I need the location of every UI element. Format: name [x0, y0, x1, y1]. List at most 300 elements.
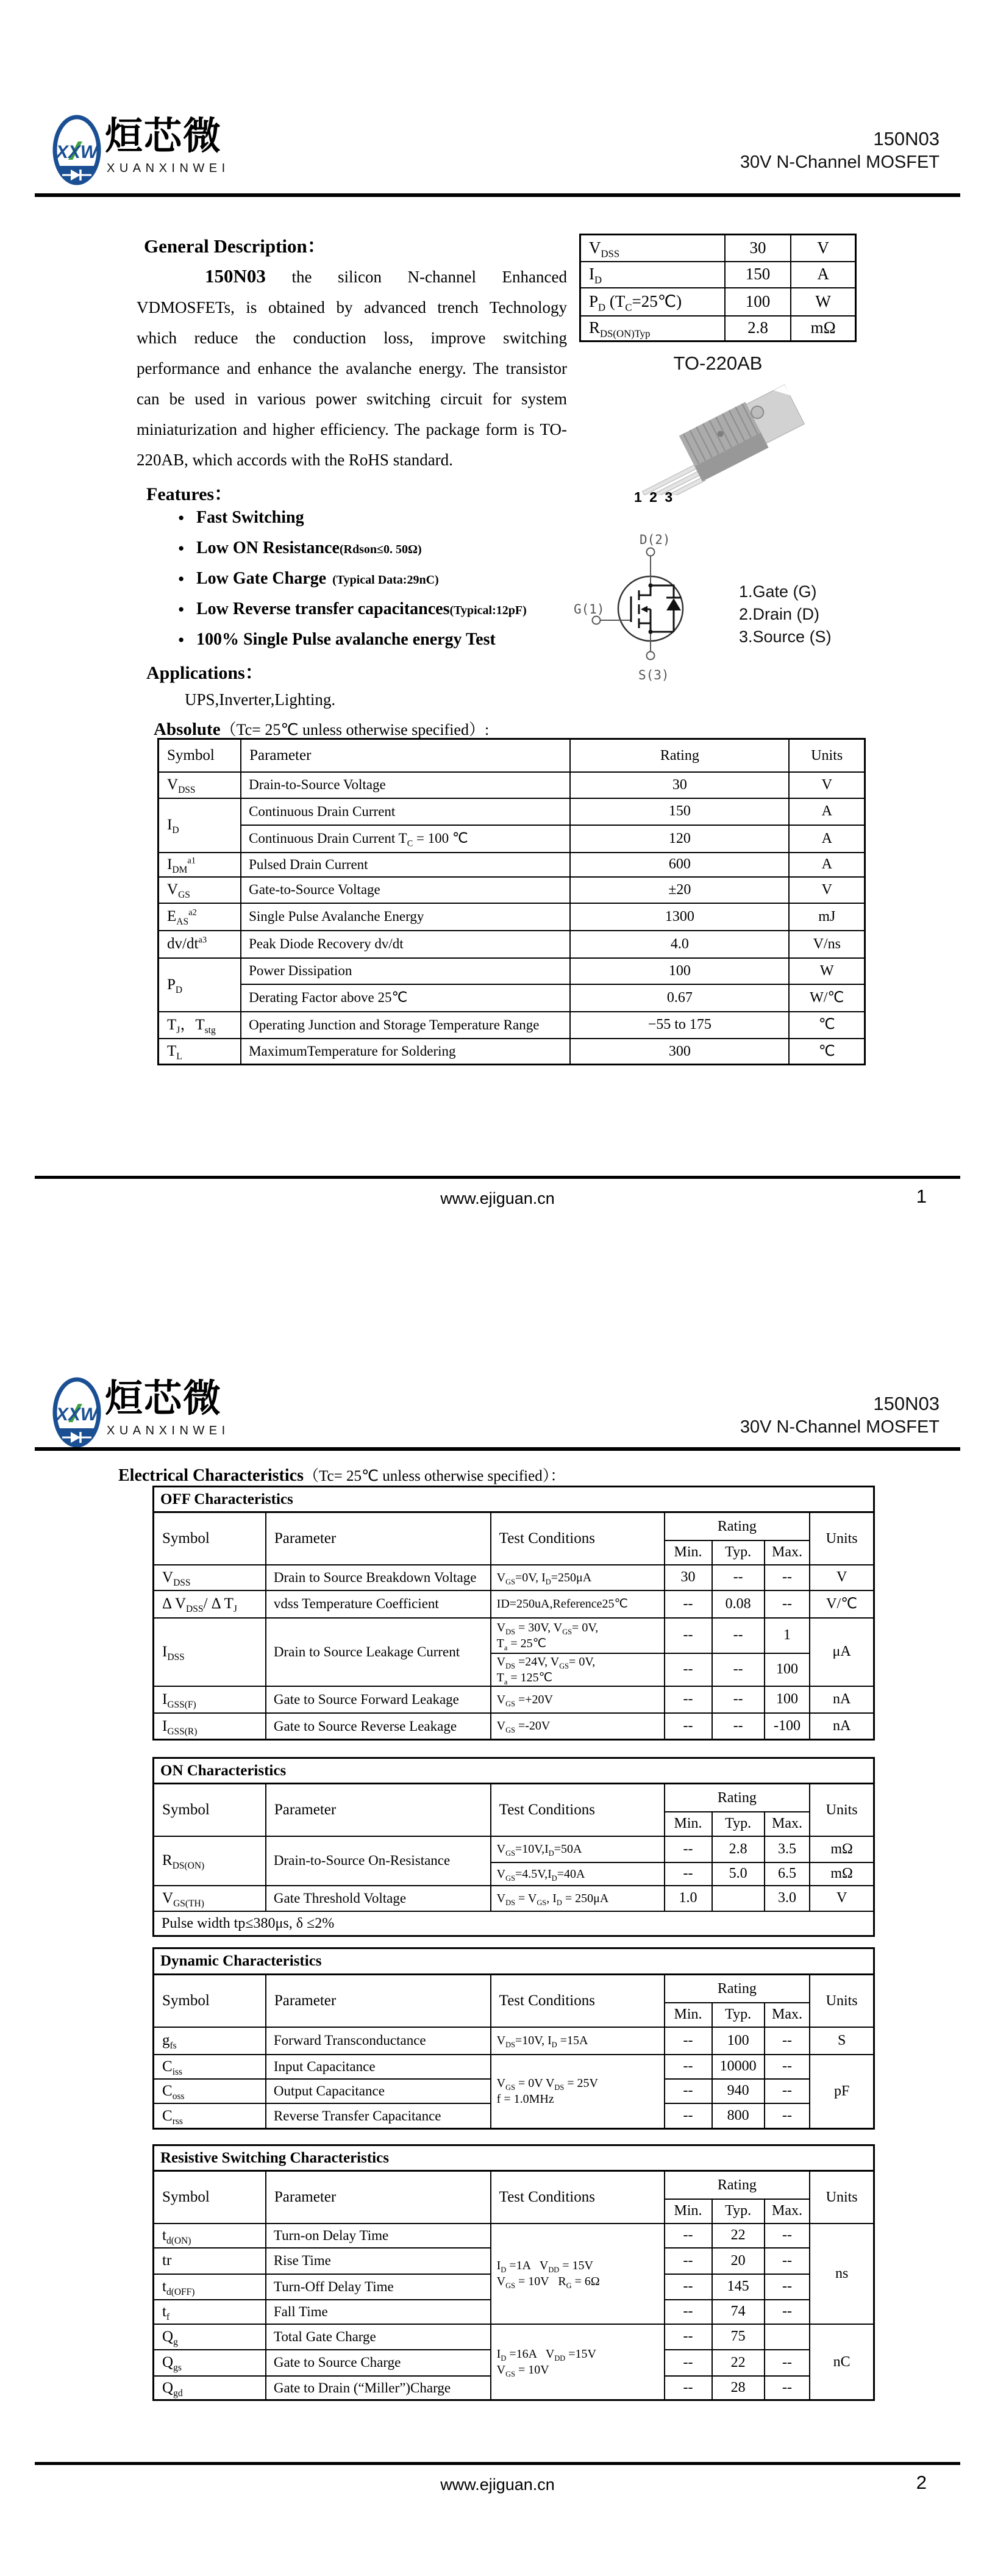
table-row	[154, 1713, 874, 1740]
table-cell: --	[665, 2103, 712, 2129]
table-row	[580, 262, 856, 288]
table-cell: W/℃	[789, 984, 865, 1012]
package-image	[628, 379, 811, 498]
table-cell: 0.08	[712, 1590, 765, 1618]
off-characteristics-table	[152, 1486, 875, 1741]
table-cell: --	[665, 2248, 712, 2274]
table-cell: --	[712, 1653, 765, 1686]
table-cell: mJ	[789, 903, 865, 931]
feature-text: Low Gate Charge	[196, 569, 327, 588]
table-cell: $I_D$	[580, 262, 725, 288]
table-row	[159, 772, 865, 798]
table-cell: $R_{DS(ON)}$	[154, 1836, 266, 1886]
table-cell: 30	[725, 235, 791, 262]
table-cell: --	[765, 2376, 810, 2400]
table-row	[154, 1618, 874, 1653]
table-cell: mΩ	[810, 1836, 874, 1862]
table-cell: $V_{GS}$	[159, 877, 241, 903]
page-number: 2	[916, 2472, 927, 2493]
table-cell: ID=250uA,Reference25℃	[491, 1590, 665, 1618]
off-characteristics-grid	[152, 1486, 875, 1741]
table-cell: --	[665, 2376, 712, 2400]
header-rule	[35, 1447, 960, 1451]
table-cell: $t_{d(ON)}$	[154, 2224, 266, 2248]
table-cell: Max.	[765, 1812, 810, 1836]
table-cell: Max.	[765, 2199, 810, 2224]
company-logo	[52, 113, 101, 191]
table-cell: $T_L$	[159, 1039, 241, 1065]
table-cell: --	[665, 1686, 712, 1713]
table-cell: --	[765, 2079, 810, 2103]
bullet-icon: ●	[178, 573, 185, 584]
bullet-icon: ●	[178, 512, 185, 523]
table-row	[159, 825, 865, 853]
table-row	[154, 2171, 874, 2199]
table-cell: 100	[765, 1653, 810, 1686]
absolute-heading-bold: Absolute	[154, 720, 221, 739]
table-cell: S	[810, 2027, 874, 2055]
table-cell: Power Dissipation	[241, 958, 570, 984]
table-cell: Rating	[665, 2171, 810, 2199]
drain-label: D(2)	[640, 532, 671, 547]
electrical-heading	[118, 1464, 565, 1486]
table-cell: Rise Time	[266, 2248, 491, 2274]
table-row	[580, 316, 856, 342]
table-cell: $g_{fs}$	[154, 2027, 266, 2055]
table-cell: 145	[712, 2274, 765, 2300]
table-cell: --	[765, 2248, 810, 2274]
table-cell: 120	[570, 825, 789, 853]
table-cell: $C_{oss}$	[154, 2079, 266, 2103]
table-cell: ns	[810, 2224, 874, 2324]
table-cell: Parameter	[266, 1784, 491, 1836]
table-cell: Forward Transconductance	[266, 2027, 491, 2055]
table-cell: --	[712, 1618, 765, 1653]
absolute-ratings-table-grid	[157, 738, 866, 1065]
table-row	[154, 1686, 874, 1713]
absolute-heading-rest: （Tc= 25℃ unless otherwise specified）:	[220, 721, 490, 739]
table-cell: Units	[789, 739, 865, 772]
table-cell: Rating	[665, 1975, 810, 2003]
table-cell: Operating Junction and Storage Temperature Range	[241, 1012, 570, 1039]
table-cell: --	[665, 1713, 712, 1740]
pin-list-item: 3.Source (S)	[739, 628, 832, 646]
table-cell: Single Pulse Avalanche Energy	[241, 903, 570, 931]
table-row	[159, 853, 865, 877]
table-cell: --	[665, 2224, 712, 2248]
svg-text:XXW: XXW	[55, 142, 98, 162]
table-cell: Continuous Drain Current $T_C = 100$ ℃	[241, 825, 570, 853]
resistive-switching-table	[152, 2144, 875, 2401]
feature-note: (Typical:12pF)	[449, 604, 527, 617]
table-cell: Min.	[665, 1812, 712, 1836]
table-row	[154, 2145, 874, 2171]
table-cell: $V_{DSS}$	[580, 235, 725, 262]
table-cell: 940	[712, 2079, 765, 2103]
table-cell: nA	[810, 1686, 874, 1713]
table-cell: -100	[765, 1713, 810, 1740]
table-cell: pF	[810, 2055, 874, 2129]
table-cell: 3.0	[765, 1886, 810, 1911]
general-description-paragraph	[137, 261, 567, 475]
table-cell: Total Gate Charge	[266, 2324, 491, 2350]
table-cell: 150	[570, 798, 789, 825]
table-row	[159, 958, 865, 984]
table-cell: --	[765, 1590, 810, 1618]
table-cell: --	[665, 2324, 712, 2350]
table-cell: V/℃	[810, 1590, 874, 1618]
table-cell: Units	[810, 1512, 874, 1565]
part-number-inline: 150N03	[205, 265, 266, 287]
table-cell: V/ns	[789, 931, 865, 958]
table-cell: 28	[712, 2376, 765, 2400]
table-cell: mΩ	[791, 316, 855, 342]
table-cell: Min.	[665, 2003, 712, 2027]
table-cell: Rating	[665, 1512, 810, 1540]
summary-ratings-table	[579, 234, 857, 342]
table-cell: --	[665, 1590, 712, 1618]
table-cell: Peak Diode Recovery dv/dt	[241, 931, 570, 958]
table-cell: W	[789, 958, 865, 984]
table-row	[154, 1784, 874, 1812]
table-cell: --	[765, 2055, 810, 2079]
feature-text: Low ON Resistance	[196, 538, 340, 557]
table-cell: --	[665, 2079, 712, 2103]
brand-name-en: XUANXINWEI	[107, 1424, 230, 1437]
to220-package-icon	[628, 379, 811, 495]
table-cell: $I_{DSS}$	[154, 1618, 266, 1686]
part-header	[740, 127, 940, 174]
table-cell: $V_{DSS}$	[154, 1565, 266, 1590]
table-cell: μA	[810, 1618, 874, 1686]
table-row	[154, 1565, 874, 1590]
table-cell: --	[665, 2350, 712, 2376]
bullet-icon: ●	[178, 603, 185, 615]
table-cell: ℃	[789, 1012, 865, 1039]
table-cell: Drain to Source Leakage Current	[266, 1618, 491, 1686]
table-row	[154, 2055, 874, 2079]
table-cell: tr	[154, 2248, 266, 2274]
table-row	[159, 798, 865, 825]
table-cell: 800	[712, 2103, 765, 2129]
table-cell: --	[765, 2027, 810, 2055]
table-row	[154, 1758, 874, 1784]
table-cell: $Q_{gs}$	[154, 2350, 266, 2376]
feature-item	[178, 508, 527, 538]
dynamic-characteristics-table	[152, 1947, 875, 2130]
table-row	[580, 288, 856, 316]
table-cell: Test Conditions	[491, 1784, 665, 1836]
table-cell: $R_{DS(ON)Typ}$	[580, 316, 725, 342]
table-cell: Typ.	[712, 1540, 765, 1565]
table-cell: 74	[712, 2300, 765, 2324]
electrical-heading-rest: （Tc= 25℃ unless otherwise specified）：	[303, 1468, 566, 1484]
resistive-switching-grid	[152, 2144, 875, 2401]
table-cell: --	[665, 1653, 712, 1686]
table-cell: $V_{GS}=10V,I_D=50A$	[491, 1836, 665, 1862]
pin-list-item: 2.Drain (D)	[739, 605, 820, 623]
table-cell: Symbol	[154, 1512, 266, 1565]
table-cell: 2.8	[712, 1836, 765, 1862]
part-subtitle: 30V N-Channel MOSFET	[740, 152, 940, 172]
bullet-icon: ●	[178, 634, 185, 645]
feature-text: Low Reverse transfer capacitances	[196, 599, 450, 618]
table-cell: V	[810, 1565, 874, 1590]
table-cell: 10000	[712, 2055, 765, 2079]
part-header	[740, 1392, 940, 1439]
table-cell: 100	[570, 958, 789, 984]
table-cell: Units	[810, 1975, 874, 2027]
table-cell: $I_D =16A$ $V_{DD} =15V$ $V_{GS} = 10V$	[491, 2324, 665, 2400]
table-cell: $V_{GS(TH)}$	[154, 1886, 266, 1911]
table-cell: --	[765, 2300, 810, 2324]
table-cell: W	[791, 288, 855, 316]
dynamic-characteristics-grid	[152, 1947, 875, 2130]
table-cell: vdss Temperature Coefficient	[266, 1590, 491, 1618]
table-cell: Resistive Switching Characteristics	[154, 2145, 874, 2171]
table-cell: $Q_g$	[154, 2324, 266, 2350]
table-row	[154, 1975, 874, 2003]
table-cell: OFF Characteristics	[154, 1487, 874, 1512]
table-cell: --	[665, 2300, 712, 2324]
feature-item	[178, 599, 527, 630]
table-cell: $V_{DS}=10V$, $I_D =15A$	[491, 2027, 665, 2055]
table-cell: Reverse Transfer Capacitance	[266, 2103, 491, 2129]
table-cell	[712, 1886, 765, 1911]
table-cell: --	[765, 2350, 810, 2376]
pin-name-list	[739, 581, 832, 648]
company-logo	[52, 1376, 101, 1453]
table-cell: $E_{AS}^{a2}$	[159, 903, 241, 931]
table-cell: V	[810, 1886, 874, 1911]
table-cell: A	[789, 853, 865, 877]
table-cell: $V_{GS} =-20V$	[491, 1713, 665, 1740]
table-cell: $V_{GS}=0V$, $I_D=250\mu A$	[491, 1565, 665, 1590]
table-cell: Units	[810, 1784, 874, 1836]
logo-icon	[52, 1376, 101, 1450]
features-list	[178, 508, 527, 660]
absolute-ratings-table	[157, 738, 866, 1065]
table-cell: Turn-Off Delay Time	[266, 2274, 491, 2300]
table-cell: --	[765, 2103, 810, 2129]
table-cell: 100	[765, 1686, 810, 1713]
table-cell: Parameter	[241, 739, 570, 772]
table-cell: V	[789, 877, 865, 903]
table-cell: ℃	[789, 1039, 865, 1065]
table-row	[159, 1012, 865, 1039]
table-cell: $C_{iss}$	[154, 2055, 266, 2079]
feature-item	[178, 569, 527, 599]
table-cell: $V_{GS}=4.5V,I_D=40A$	[491, 1862, 665, 1886]
table-cell: Rating	[570, 739, 789, 772]
table-cell: --	[712, 1713, 765, 1740]
applications-heading: Applications：	[146, 663, 263, 683]
table-cell: --	[665, 1836, 712, 1862]
table-cell: Gate-to-Source Voltage	[241, 877, 570, 903]
table-cell: Parameter	[266, 2171, 491, 2224]
table-cell: Derating Factor above 25℃	[241, 984, 570, 1012]
table-cell: V	[789, 772, 865, 798]
table-cell: $I_{DM}^{a1}$	[159, 853, 241, 877]
table-cell: 600	[570, 853, 789, 877]
table-row	[154, 1836, 874, 1862]
table-cell: Min.	[665, 2199, 712, 2224]
footer-website: www.ejiguan.cn	[440, 1189, 555, 1208]
package-title: TO-220AB	[673, 352, 763, 374]
pin-list-item: 1.Gate (G)	[739, 582, 817, 601]
table-cell: Fall Time	[266, 2300, 491, 2324]
general-description-heading: General Description：	[144, 235, 326, 257]
table-cell: Parameter	[266, 1975, 491, 2027]
table-row	[159, 931, 865, 958]
feature-item	[178, 630, 527, 660]
bullet-icon: ●	[178, 542, 185, 554]
table-cell: --	[665, 1618, 712, 1653]
table-cell: −55 to 175	[570, 1012, 789, 1039]
feature-note: (Typical Data:29nC)	[326, 573, 439, 587]
table-cell: ±20	[570, 877, 789, 903]
table-cell: $V_{DS} =24V$, $V_{GS}= 0V$, $T_a$ = 125℃	[491, 1653, 665, 1686]
table-row	[154, 2027, 874, 2055]
feature-note: (Rdson≤0. 50Ω)	[339, 543, 422, 556]
svg-text:XXW: XXW	[55, 1404, 98, 1425]
table-row	[154, 2224, 874, 2248]
table-cell: Min.	[665, 1540, 712, 1565]
table-cell: $P_D$ $(T_C=25℃)$	[580, 288, 725, 316]
table-cell: A	[789, 798, 865, 825]
table-row	[159, 1039, 865, 1065]
footer-rule	[35, 2462, 960, 2465]
feature-text: Fast Switching	[196, 508, 304, 527]
table-cell: Drain to Source Breakdown Voltage	[266, 1565, 491, 1590]
table-cell: $I_{GSS(F)}$	[154, 1686, 266, 1713]
on-characteristics-grid	[152, 1757, 875, 1937]
feature-text: 100% Single Pulse avalanche energy Test	[196, 630, 496, 649]
header-rule	[35, 193, 960, 197]
brand-name-cn: 烜芯微	[105, 113, 223, 158]
table-cell: --	[765, 2274, 810, 2300]
table-cell: $I_D$	[159, 798, 241, 853]
table-cell: Gate Threshold Voltage	[266, 1886, 491, 1911]
table-cell: 20	[712, 2248, 765, 2274]
table-cell: Parameter	[266, 1512, 491, 1565]
part-number: 150N03	[873, 1393, 940, 1414]
logo-icon	[52, 113, 101, 188]
table-cell: 6.5	[765, 1862, 810, 1886]
table-cell: Input Capacitance	[266, 2055, 491, 2079]
table-cell: --	[712, 1686, 765, 1713]
table-cell: Typ.	[712, 2199, 765, 2224]
table-cell: 22	[712, 2350, 765, 2376]
table-cell: $V_{GS} =+20V$	[491, 1686, 665, 1713]
table-cell: Gate to Source Forward Leakage	[266, 1686, 491, 1713]
table-cell: $dv/dt^{a3}$	[159, 931, 241, 958]
table-cell: Gate to Drain (“Miller”)Charge	[266, 2376, 491, 2400]
feature-item	[178, 538, 527, 569]
package-pin-numbers: 1 2 3	[634, 489, 675, 505]
table-cell: 1300	[570, 903, 789, 931]
table-cell: 75	[712, 2324, 765, 2350]
table-cell: 4.0	[570, 931, 789, 958]
table-row	[154, 1487, 874, 1512]
table-row	[154, 1512, 874, 1540]
brand-name-cn: 烜芯微	[105, 1376, 223, 1420]
table-cell: Drain-to-Source On-Resistance	[266, 1836, 491, 1886]
table-cell: Gate to Source Charge	[266, 2350, 491, 2376]
table-cell: --	[665, 2055, 712, 2079]
table-row	[154, 1911, 874, 1936]
features-heading: Features：	[146, 484, 233, 504]
table-cell: 100	[712, 2027, 765, 2055]
table-cell: Δ $V_{DSS}/$ Δ $T_J$	[154, 1590, 266, 1618]
part-subtitle: 30V N-Channel MOSFET	[740, 1417, 940, 1437]
table-row	[154, 1886, 874, 1911]
table-cell: A	[789, 825, 865, 853]
applications-text: UPS,Inverter,Lighting.	[185, 690, 336, 709]
footer-website: www.ejiguan.cn	[440, 2475, 555, 2494]
table-row	[154, 1948, 874, 1975]
table-cell: Symbol	[154, 1784, 266, 1836]
table-cell: 22	[712, 2224, 765, 2248]
table-cell: 5.0	[712, 1862, 765, 1886]
table-cell: Test Conditions	[491, 1512, 665, 1565]
table-row	[154, 2324, 874, 2350]
table-cell: Symbol	[154, 2171, 266, 2224]
absolute-heading	[154, 717, 489, 740]
table-cell: MaximumTemperature for Soldering	[241, 1039, 570, 1065]
table-cell: --	[665, 2274, 712, 2300]
table-cell: --	[665, 2027, 712, 2055]
table-cell: A	[791, 262, 855, 288]
table-cell: $C_{rss}$	[154, 2103, 266, 2129]
table-cell: Test Conditions	[491, 2171, 665, 2224]
table-cell: Rating	[665, 1784, 810, 1812]
table-cell: 1	[765, 1618, 810, 1653]
general-description-text: the silicon N-channel Enhanced VDMOSFETs, is obtained by advanced trench Technology which reduce the conduction loss, improve switching performance and enhance the avalanche energy. The transistor can be used in various power switching circuit for system miniaturization and higher efficiency. The package form is TO-220AB, which accords with the RoHS standard.	[137, 268, 567, 469]
table-cell: $t_f$	[154, 2300, 266, 2324]
table-cell: --	[712, 1565, 765, 1590]
table-cell: $T_J$，$T_{stg}$	[159, 1012, 241, 1039]
brand-name-en: XUANXINWEI	[107, 162, 230, 175]
table-cell: --	[765, 1565, 810, 1590]
table-cell: Test Conditions	[491, 1975, 665, 2027]
table-cell: $I_{GSS(R)}$	[154, 1713, 266, 1740]
table-cell: $V_{DS} = V_{GS}$, $I_D = 250\mu A$	[491, 1886, 665, 1911]
table-cell: Max.	[765, 2003, 810, 2027]
table-cell: 30	[665, 1565, 712, 1590]
footer-rule	[35, 1176, 960, 1179]
table-cell: ON Characteristics	[154, 1758, 874, 1784]
table-cell	[765, 2324, 810, 2350]
table-cell: $I_D =1A$ $V_{DD} = 15V$ $V_{GS} = 10V$ $R_G = 6\Omega$	[491, 2224, 665, 2324]
table-cell: Typ.	[712, 2003, 765, 2027]
table-cell: Turn-on Delay Time	[266, 2224, 491, 2248]
table-cell: $t_{d(OFF)}$	[154, 2274, 266, 2300]
table-cell: Symbol	[159, 739, 241, 772]
table-cell: 30	[570, 772, 789, 798]
source-label: S(3)	[638, 668, 669, 682]
table-cell: Pulse width tp≤380μs, δ ≤2%	[154, 1911, 874, 1936]
table-cell: $P_D$	[159, 958, 241, 1012]
gate-label: G(1)	[574, 602, 605, 617]
electrical-heading-bold: Electrical Characteristics	[118, 1466, 304, 1485]
table-row	[580, 235, 856, 262]
table-cell: Dynamic Characteristics	[154, 1948, 874, 1975]
table-cell: 2.8	[725, 316, 791, 342]
table-cell: $V_{DSS}$	[159, 772, 241, 798]
table-cell: 100	[725, 288, 791, 316]
table-cell: 0.67	[570, 984, 789, 1012]
